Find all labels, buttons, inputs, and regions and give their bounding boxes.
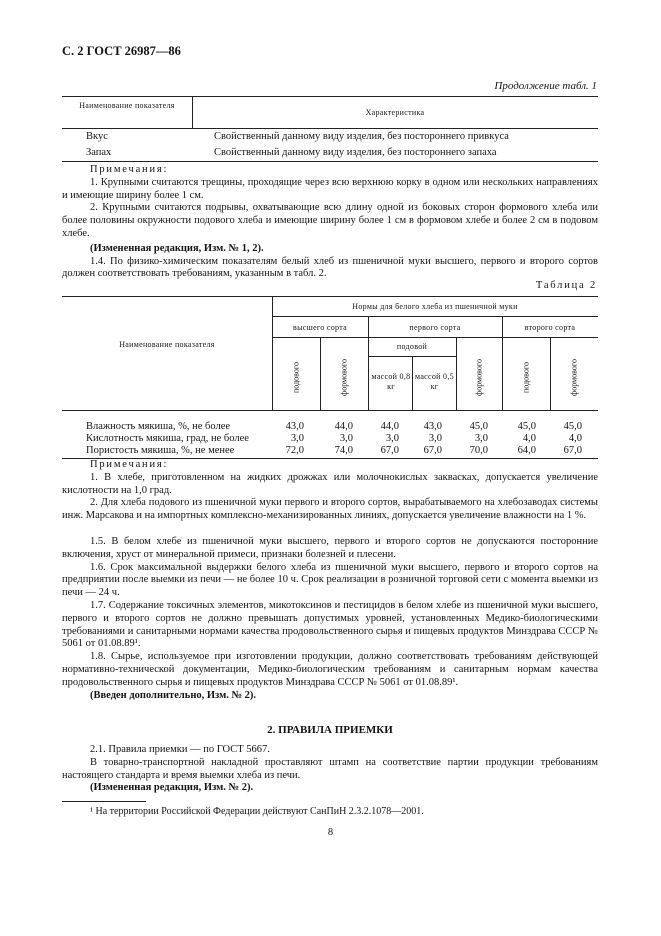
table2-cell: 45,0 <box>563 421 582 432</box>
table2-col-name: Наименование показателя <box>119 340 215 349</box>
table2-cell: 4,0 <box>522 433 536 444</box>
table1-notes <box>62 164 598 281</box>
table2-vert-formovogo-3: формового <box>569 359 579 396</box>
table-continuation-label: Продолжение табл. 1 <box>494 80 597 92</box>
page-header: С. 2 ГОСТ 26987—86 <box>62 44 181 58</box>
section-2-title: 2. ПРАВИЛА ПРИЕМКИ <box>267 724 393 736</box>
para-1-5: 1.5. В белом хлебе из пшеничной муки высшего, первого и второго сортов не допускаются посторонние включения, хруст от минеральной примеси, признаки болезней и плесени. <box>62 536 598 560</box>
table2-v-3 <box>320 337 321 410</box>
footnote-rule <box>62 801 146 802</box>
table2-podovoy: подовой <box>396 342 428 351</box>
table2-grade-second: второго сорта <box>524 323 576 332</box>
table2-cell: 67,0 <box>563 445 582 456</box>
table2-cell: 3,0 <box>385 433 399 444</box>
table2-cell: 43,0 <box>285 421 304 432</box>
table2-cell: 3,0 <box>339 433 353 444</box>
table2-cell: 4,0 <box>568 433 582 444</box>
introduced-note: (Введен дополнительно, Изм. № 2). <box>90 689 257 701</box>
para-2-1b: В товарно-транспортной накладной проставляют штамп на соответствие партии продукции требованиям настоящего стандарта и время выемки хлеба из печи. <box>62 756 598 781</box>
table2-row-acidity-name: Кислотность мякиша, град, не более <box>86 433 249 444</box>
table2-grade-first: первого сорта <box>409 323 461 332</box>
table2-notes <box>62 459 598 523</box>
table2-grade-top: высшего сорта <box>293 323 347 332</box>
table2-cell: 44,0 <box>334 421 353 432</box>
table2-v-1 <box>368 316 369 410</box>
body-paragraphs <box>62 536 598 702</box>
table2-rule-norms <box>272 316 598 317</box>
table1-notes-title: Примечания: <box>90 164 169 175</box>
section-2-body <box>62 744 598 795</box>
table1-header-rule <box>62 128 598 129</box>
para-1-8: 1.8. Сырье, используемое при изготовлении продукции, должно соответствовать требованиям действующей нормативно-технической документации, Медико-биологическим требованиям и санитарным нормам качества продовольственного сырья и пищевых продуктов Минздрава СССР № 5061 от 01.08.89¹. <box>62 651 598 688</box>
table2-header-bottom-rule <box>62 410 598 411</box>
table2-note-1: 1. В хлебе, приготовленном на жидких дрожжах или молочнокислых заквасках, допускается увеличение кислотности на 1,0 град. <box>62 471 598 496</box>
table2-v-4 <box>456 337 457 410</box>
table1-col-char: Характеристика <box>365 108 425 117</box>
para-1-6: 1.6. Срок максимальной выдержки белого хлеба из пшеничной муки высшего, первого и второго сортов на предприятии после выемки из печи — не более 10 ч. Срок реализации в розничной торговой сети с момента выемки из печи — 24 ч. <box>62 561 598 599</box>
table2-label: Таблица 2 <box>535 280 597 291</box>
table2-row-moisture-name: Влажность мякиша, %, не более <box>86 421 231 432</box>
table2-top-rule <box>62 296 598 297</box>
table2-cell: 3,0 <box>474 433 488 444</box>
para-2-1: 2.1. Правила приемки — по ГОСТ 5667. <box>90 744 270 755</box>
table1-top-rule <box>62 96 598 97</box>
table2-vert-formovogo-2: формового <box>474 359 484 396</box>
table1-row-taste-value: Свойственный данному виду изделия, без постороннего привкуса <box>214 131 509 142</box>
table1-revision: (Измененная редакция, Изм. № 1, 2). <box>90 242 264 254</box>
table2-row-porosity-name: Пористость мякиша, %, не менее <box>86 445 235 456</box>
table1-row-smell-name: Запах <box>86 147 112 158</box>
table2-mass-08: массой 0,8 кг <box>371 372 411 391</box>
table2-v-name <box>272 296 273 410</box>
table2-norms: Нормы для белого хлеба из пшеничной муки <box>352 302 518 311</box>
table2-cell: 67,0 <box>380 445 399 456</box>
revision-2: (Измененная редакция, Изм. № 2). <box>90 782 254 794</box>
table2-cell: 72,0 <box>285 445 304 456</box>
table2-cell: 64,0 <box>517 445 536 456</box>
table2-vert-podovogo-3: подового <box>521 362 531 393</box>
table2-cell: 45,0 <box>469 421 488 432</box>
para-1-7: 1.7. Содержание токсичных элементов, микотоксинов и пестицидов в белом хлебе из пшеничной муки высшего, первого и второго сортов не должно превышать допустимых уровней, установленных Медико-биологическими требованиями и санитарными нормами качества продовольственного сырья и пищевых продуктов Минздрава СССР № 5061 от 01.08.89¹. <box>62 599 598 650</box>
table2-vert-podovogo-1: подового <box>291 362 301 393</box>
table1-row-smell-value: Свойственный данному виду изделия, без постороннего запаха <box>214 147 497 158</box>
table2-cell: 43,0 <box>423 421 442 432</box>
table2-cell: 74,0 <box>334 445 353 456</box>
table1-bottom-rule <box>62 161 598 162</box>
table1-note-1: 1. Крупными считаются трещины, проходящие через всю верхнюю корку в одном или нескольких направлениях и имеющие ширину более 1 см. <box>62 176 598 201</box>
table1-note-2: 2. Крупными считаются подрывы, охватывающие всю длину одной из боковых сторон формового хлеба или более половины окружности подового хлеба и имеющие ширину более 1 см в формовом хлебе и более 2 см в подовом хлебе. <box>62 202 598 239</box>
table2-v-5 <box>550 337 551 410</box>
table2-note-2: 2. Для хлеба подового из пшеничной муки первого и второго сортов, вырабатываемого на хлебозаводах системы инж. Марсакова и на импортных комплексно-механизированных линиях, допускается увеличение влажности на 1 %. <box>62 497 598 522</box>
table2-vert-formovogo-1: формового <box>339 359 349 396</box>
footnote: ¹ На территории Российской Федерации действуют СанПиН 2.3.2.1078—2001. <box>90 806 424 817</box>
table2-rule-podovoy <box>368 356 456 357</box>
table2-cell: 3,0 <box>290 433 304 444</box>
table2-cell: 44,0 <box>380 421 399 432</box>
table2-cell: 45,0 <box>517 421 536 432</box>
table2-notes-title: Примечания: <box>90 459 169 470</box>
table2-v-2 <box>502 316 503 410</box>
para-1-4: 1.4. По физико-химическим показателям белый хлеб из пшеничной муки высшего, первого и второго сортов должен соответствовать требованиям, указанным в табл. 2. <box>62 255 598 280</box>
page-number: 8 <box>327 827 334 838</box>
table2-mass-05: массой 0,5 кг <box>415 372 454 391</box>
table2-cell: 70,0 <box>469 445 488 456</box>
table1-row-taste-name: Вкус <box>86 131 108 142</box>
table2-cell: 3,0 <box>428 433 442 444</box>
table1-col-name: Наименование показателя <box>79 101 175 110</box>
table2-cell: 67,0 <box>423 445 442 456</box>
